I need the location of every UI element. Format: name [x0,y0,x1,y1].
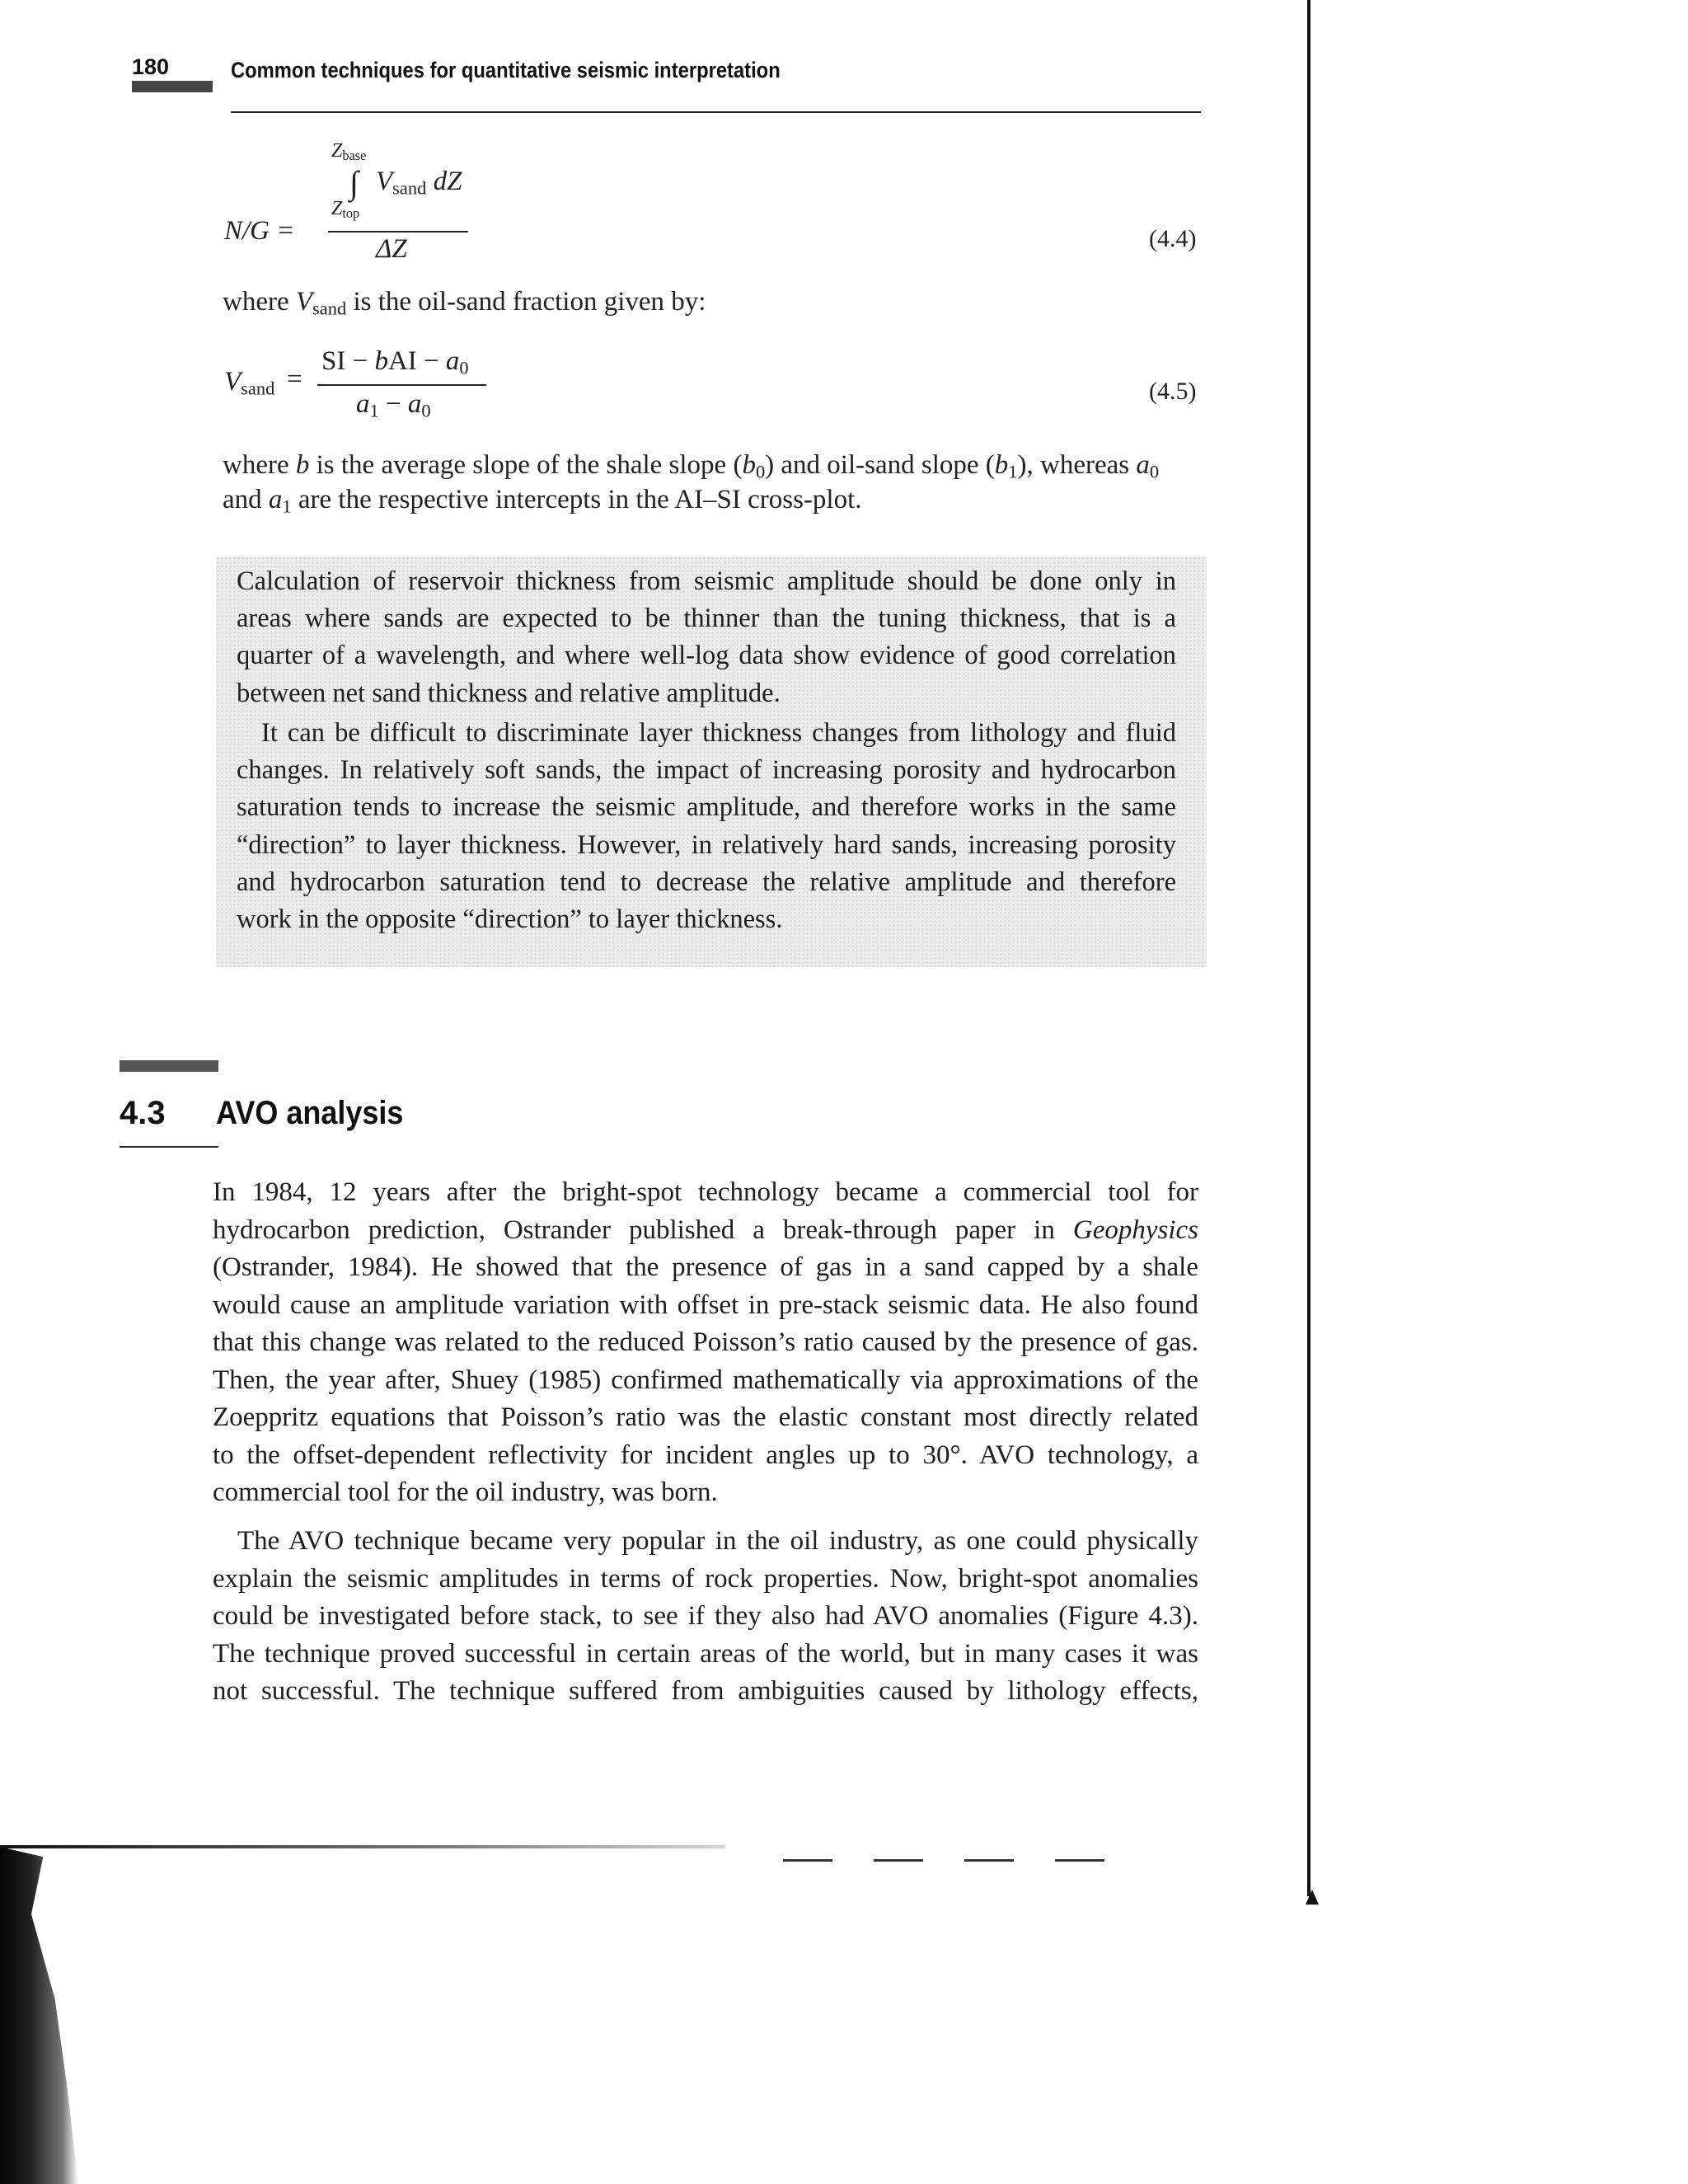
integral-sign: ∫ [349,164,359,201]
note-box-paragraph-2 [237,715,1176,938]
eq45-lhs: Vsand [224,367,275,399]
where-b-line-2: and a1 are the respective intercepts in the AI–SI cross-plot. [223,485,862,517]
text-line: quarter of a wavelength, and where well-log data show evidence of good correlation [237,641,1176,671]
section-rule [120,1146,218,1148]
text-line: commercial tool for the oil industry, was born. [213,1477,718,1507]
text-line: Calculation of reservoir thickness from seismic amplitude should be done only in [237,566,1176,596]
journal-name: Geophysics [1072,1214,1198,1245]
page-number: 180 [132,54,170,79]
body-paragraph-1 [213,1174,1198,1512]
scan-bottom-dash [783,1859,1113,1862]
text-line: work in the opposite “direction” to layer thickness. [237,904,783,935]
note-box-paragraph-1 [237,563,1176,712]
text-line: saturation tends to increase the seismic amplitude, and therefore works in the same [237,792,1176,823]
shaded-note-box [216,557,1207,967]
eq44-integrand: Vsand dZ [376,167,462,199]
text-line: could be investigated before stack, to see if they also had AVO anomalies (Figure 4.3). [213,1601,1198,1631]
eq44-fraction-bar [328,231,468,232]
where-b-line-1: where b is the average slope of the shale slope (b0) and oil-sand slope (b1), whereas a0 [223,450,1160,482]
eq45-denominator: a1 − a0 [356,389,431,421]
section-bar [120,1060,218,1072]
text-line: between net sand thickness and relative amplitude. [237,678,781,708]
text-line: to the offset-dependent reflectivity for incident angles up to 30°. AVO technology, a [213,1440,1198,1470]
text-line: The AVO technique became very popular in the oil industry, as one could physically [237,1526,1198,1556]
text-line: (Ostrander, 1984). He showed that the presence of gas in a sand capped by a shale [213,1252,1198,1282]
text-line: and hydrocarbon saturation tend to decrease the relative amplitude and therefore [237,867,1176,897]
eq44-upper-limit: Zbase [331,140,367,164]
eq45-numerator: SI − bAI − a0 [321,346,469,378]
text-line: hydrocarbon prediction, Ostrander published a break-through paper in Geophysics [213,1214,1198,1245]
text-line: areas where sands are expected to be thinner than the tuning thickness, that is a [237,604,1176,634]
text-line: In 1984, 12 years after the bright-spot technology became a commercial tool for [213,1177,1198,1207]
equation-number: (4.4) [1149,225,1197,252]
eq45-fraction-bar [317,384,486,386]
text-line: would cause an amplitude variation with offset in pre-stack seismic data. He also found [213,1289,1198,1320]
text-line: “direction” to layer thickness. However, in relatively hard sands, increasing porosity [237,829,1176,860]
section-number: 4.3 [120,1095,166,1131]
scan-right-edge-tick [1306,1890,1319,1905]
text-line: Zoeppritz equations that Poisson’s ratio was the elastic constant most directly related [213,1402,1198,1432]
page-number-bar [132,81,213,92]
scan-right-edge [1307,0,1311,1896]
running-title: Common techniques for quantitative seismic interpretation [231,58,781,82]
where-vsand-line: where Vsand is the oil-sand fraction given by: [223,287,706,319]
text-line: that this change was related to the reduced Poisson’s ratio caused by the presence of gas. [213,1327,1198,1357]
eq45-equals: = [287,364,302,394]
eq44-lhs: N/G = [224,216,295,246]
section-title: AVO analysis [216,1095,404,1131]
eq44-denominator: ΔZ [376,234,407,264]
text-line: The technique proved successful in certain areas of the world, but in many cases it was [213,1638,1198,1669]
text-line: It can be difficult to discriminate layer thickness changes from lithology and fluid [261,718,1176,748]
text-line: changes. In relatively soft sands, the impact of increasing porosity and hydrocarbon [237,755,1176,786]
header-rule [231,111,1201,113]
scan-bottom-line [0,1845,725,1848]
eq44-lower-limit: Ztop [331,198,360,222]
text-line: explain the seismic amplitudes in terms of rock properties. Now, bright-spot anomalies [213,1563,1198,1594]
body-paragraph-2 [213,1523,1198,1711]
text-line: Then, the year after, Shuey (1985) confirmed mathematically via approximations of the [213,1364,1198,1395]
text-line: not successful. The technique suffered from ambiguities caused by lithology effects, [213,1676,1198,1706]
equation-number: (4.5) [1149,378,1197,405]
scan-shadow [0,1847,78,2184]
